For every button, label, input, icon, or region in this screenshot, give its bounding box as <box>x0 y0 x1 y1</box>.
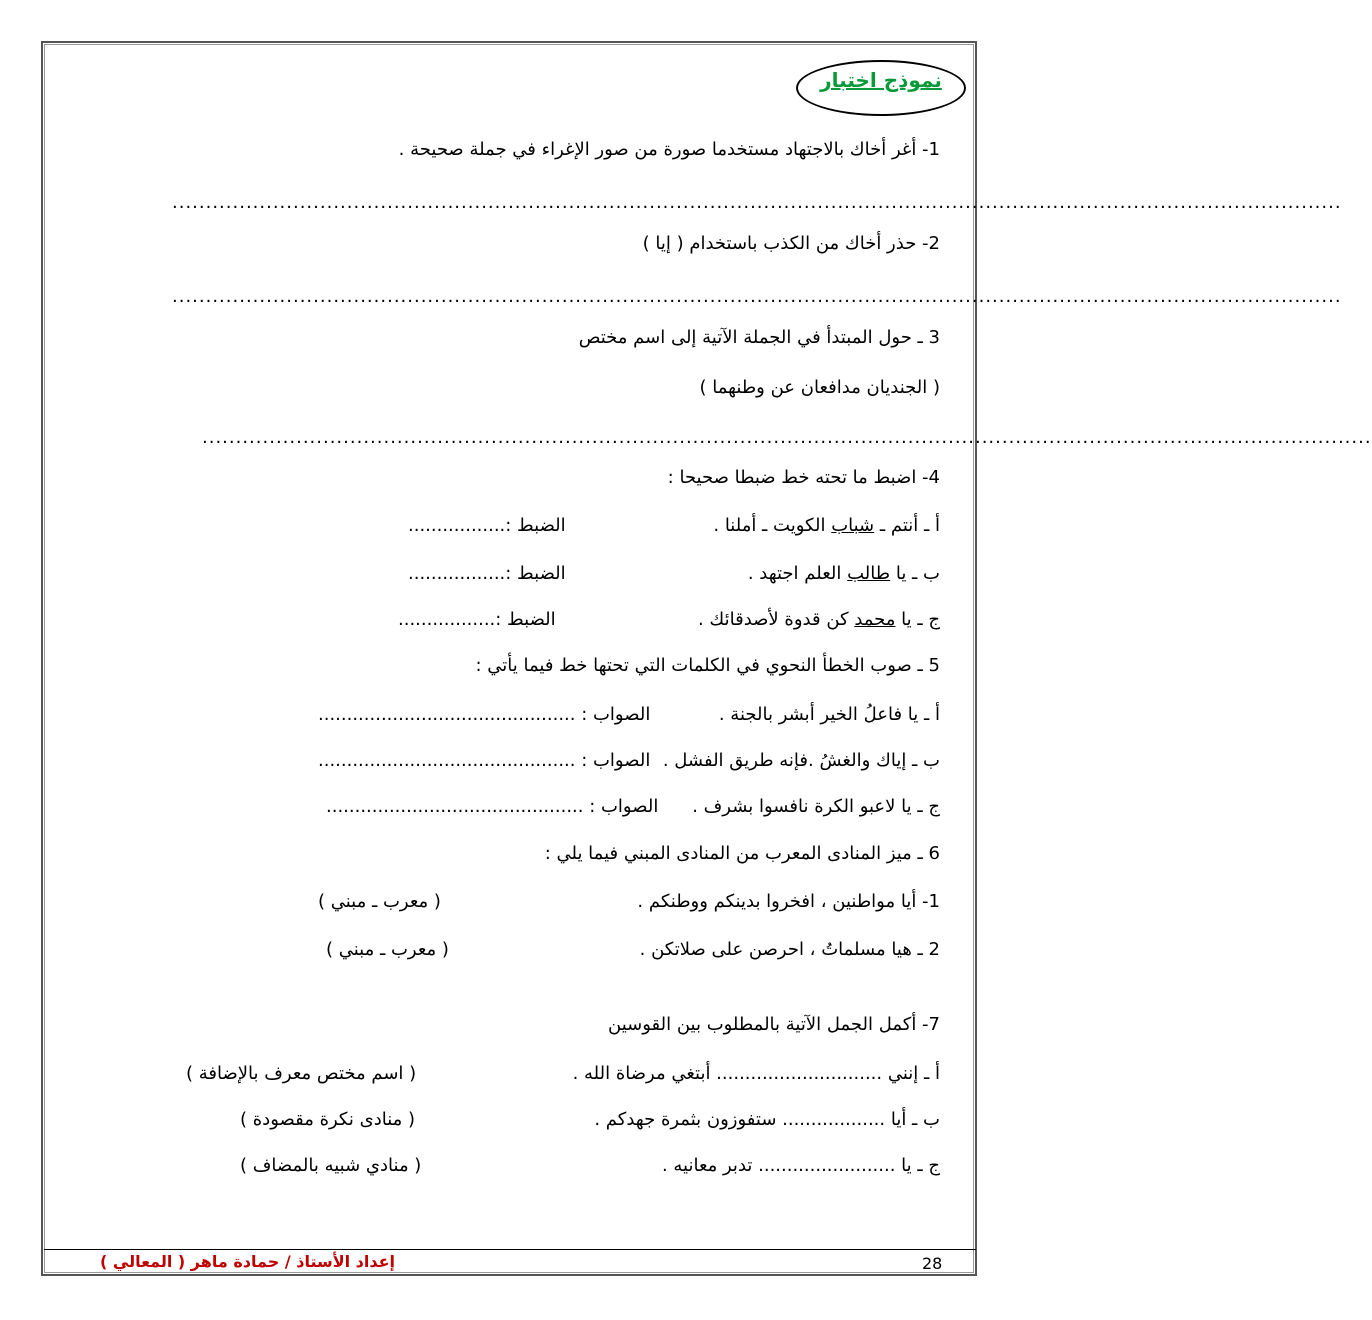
q4-a-underlined: شباب <box>831 515 875 536</box>
question-3: 3 ـ حول المبتدأ في الجملة الآتية إلى اسم مختص <box>578 327 940 348</box>
q5-item-c: ج ـ يا لاعبو الكرة نافسوا بشرف . <box>692 796 940 817</box>
q4-a-label: الضبط :................. <box>408 515 566 536</box>
q6-sentence-1: 1- أيا مواطنين ، افخروا بدينكم ووطنكم . <box>637 891 940 912</box>
question-5: 5 ـ صوب الخطأ النحوي في الكلمات التي تحتها خط فيما يأتي : <box>475 655 940 676</box>
q4-item-c: ج ـ يا محمد كن قدوة لأصدقائك . <box>697 609 940 630</box>
q4-item-b: ب ـ يا طالب العلم اجتهد . <box>747 563 940 584</box>
q5-a-label: الصواب : ............................................. <box>318 704 651 725</box>
q7-c-hint: ( منادي شبيه بالمضاف ) <box>240 1155 422 1176</box>
q4-c-label: الضبط :................. <box>398 609 556 630</box>
question-4: 4- اضبط ما تحته خط ضبطا صحيحا : <box>667 467 940 488</box>
question-3-sentence: ( الجنديان مدافعان عن وطنهما ) <box>699 377 940 398</box>
q6-choice-1: ( معرب ـ مبني ) <box>318 891 441 912</box>
exam-title: نموذج اختبار <box>820 68 942 92</box>
q4-c-underlined: محمد <box>854 609 896 630</box>
q7-b-hint: ( منادى نكرة مقصودة ) <box>240 1109 416 1130</box>
question-6: 6 ـ ميز المنادى المعرب من المنادى المبني فيما يلي : <box>544 843 940 864</box>
answer-line-2: .............................................................................................................................................................................. <box>172 286 1342 307</box>
q6-choice-2: ( معرب ـ مبني ) <box>326 939 449 960</box>
question-1: 1- أغر أخاك بالاجتهاد مستخدما صورة من صور الإغراء في جملة صحيحة . <box>398 139 940 160</box>
q5-b-label: الصواب : ............................................. <box>318 750 651 771</box>
q5-c-label: الصواب : ............................................. <box>326 796 659 817</box>
q7-item-c: ج ـ يا ........................ تدبر معانيه . <box>661 1155 940 1176</box>
q5-item-b: ب ـ إياك والغشُ .فإنه طريق الفشل . <box>662 750 940 771</box>
question-2: 2- حذر أخاك من الكذب باستخدام ( إيا ) <box>642 233 940 254</box>
q5-item-a: أ ـ يا فاعلُ الخير أبشر بالجنة . <box>718 704 940 725</box>
footer-author: إعداد الأستاذ / حمادة ماهر ( المعالي ) <box>100 1252 396 1271</box>
q7-item-b: ب ـ أيا .................. ستفوزون بثمرة جهدكم . <box>594 1109 940 1130</box>
answer-line-1: .............................................................................................................................................................................. <box>172 192 1342 213</box>
footer-divider <box>44 1249 976 1250</box>
q7-item-a: أ ـ إنني ............................. أبتغي مرضاة الله . <box>572 1063 940 1084</box>
q6-sentence-2: 2 ـ هيا مسلماتُ ، احرصن على صلاتكن . <box>639 939 940 960</box>
q7-a-hint: ( اسم مختص معرف بالإضافة ) <box>186 1063 417 1084</box>
page-number: 28 <box>922 1254 943 1273</box>
answer-line-3: .............................................................................................................................................................................. <box>202 427 1372 448</box>
q4-b-label: الضبط :................. <box>408 563 566 584</box>
q4-b-underlined: طالب <box>847 563 891 584</box>
q4-item-a: أ ـ أنتم ـ شباب الكويت ـ أملنا . <box>713 515 940 536</box>
question-7: 7- أكمل الجمل الآتية بالمطلوب بين القوسين <box>608 1014 940 1035</box>
